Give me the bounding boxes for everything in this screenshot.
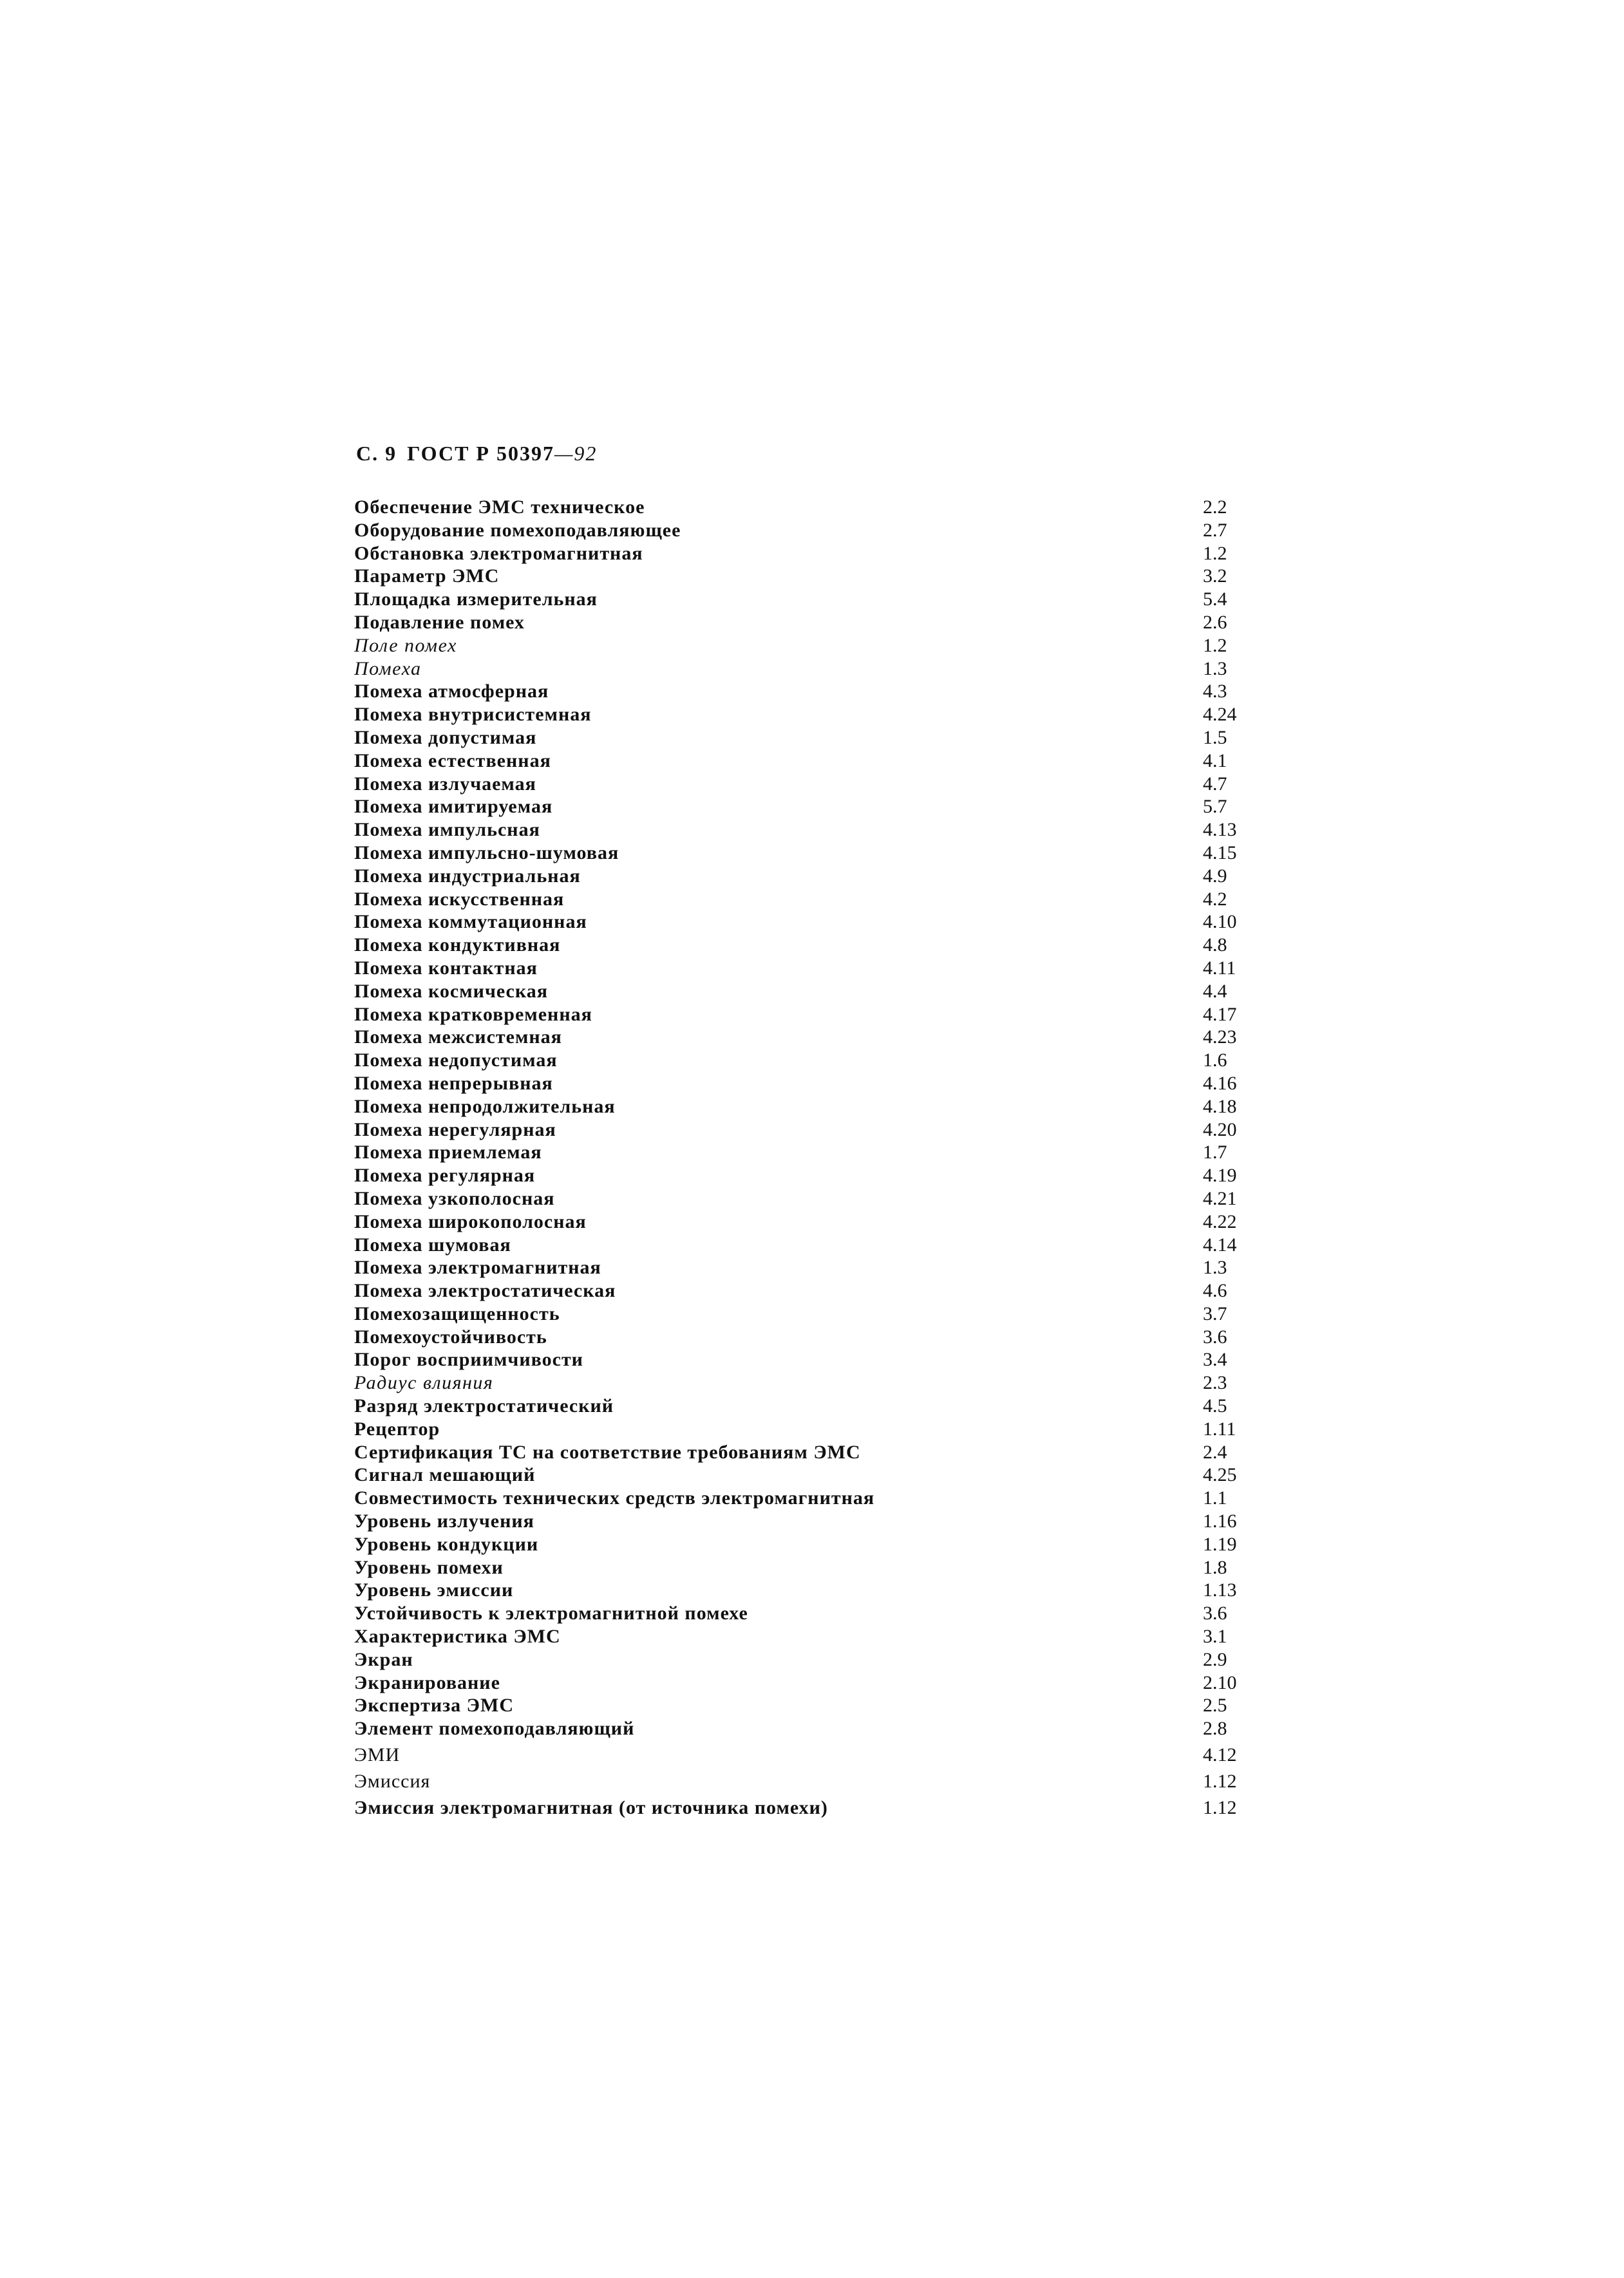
index-section-ref: 4.12: [1203, 1744, 1237, 1766]
index-term: Сертификация ТС на соответствие требованиям ЭМС: [354, 1441, 861, 1463]
index-section-ref: 3.6: [1203, 1603, 1227, 1624]
index-entry: [354, 1648, 1252, 1671]
index-term: Помехоустойчивость: [354, 1326, 547, 1348]
index-term: Поле помех: [354, 634, 457, 656]
index-term: Экспертиза ЭМС: [354, 1695, 514, 1717]
index-section-ref: 1.19: [1203, 1533, 1237, 1555]
index-entry: [354, 888, 1252, 911]
index-section-ref: 4.1: [1203, 749, 1227, 771]
index-entry: [354, 1256, 1252, 1279]
index-entry: [354, 818, 1252, 842]
index-term: Помеха коммутационная: [354, 911, 587, 933]
index-section-ref: 4.8: [1203, 934, 1227, 956]
standard-designation: ГОСТ Р 50397: [407, 442, 554, 465]
index-entry: [354, 1441, 1252, 1464]
index-term: ЭМИ: [354, 1744, 401, 1766]
index-entry: [354, 1303, 1252, 1326]
index-entry: [354, 565, 1252, 588]
alphabetical-term-index: [354, 496, 1252, 1819]
index-section-ref: 4.20: [1203, 1118, 1237, 1140]
index-section-ref: 2.3: [1203, 1372, 1227, 1394]
index-term: Рецептор: [354, 1418, 440, 1440]
index-term: Помеха шумовая: [354, 1234, 511, 1256]
index-entry: [354, 496, 1252, 519]
index-term: Разряд электростатический: [354, 1395, 614, 1417]
index-entry: [354, 910, 1252, 934]
index-section-ref: 1.6: [1203, 1050, 1227, 1071]
index-section-ref: 4.16: [1203, 1072, 1237, 1094]
index-section-ref: 2.5: [1203, 1695, 1227, 1717]
index-entry: [354, 934, 1252, 957]
index-entry: [354, 1095, 1252, 1118]
index-entry: [354, 1141, 1252, 1164]
index-term: Помеха космическая: [354, 980, 548, 1002]
index-term: Помехозащищенность: [354, 1303, 560, 1324]
index-term: Помеха имитируемая: [354, 796, 553, 818]
index-term: Сигнал мешающий: [354, 1464, 536, 1486]
index-section-ref: 4.14: [1203, 1234, 1237, 1256]
index-section-ref: 1.5: [1203, 726, 1227, 748]
index-entry: [354, 1418, 1252, 1441]
index-section-ref: 1.16: [1203, 1511, 1237, 1532]
index-term: Радиус влияния: [354, 1372, 494, 1394]
index-section-ref: 2.10: [1203, 1671, 1237, 1693]
index-entry: [354, 1348, 1252, 1371]
index-term: Экранирование: [354, 1671, 500, 1693]
index-section-ref: 4.4: [1203, 980, 1227, 1002]
index-term: Помеха нерегулярная: [354, 1118, 556, 1140]
index-term: Устойчивость к электромагнитной помехе: [354, 1603, 748, 1624]
index-term: Помеха: [354, 657, 422, 679]
index-section-ref: 4.17: [1203, 1003, 1237, 1025]
index-entry: [354, 1556, 1252, 1579]
index-section-ref: 4.23: [1203, 1026, 1237, 1048]
index-section-ref: 5.4: [1203, 588, 1227, 610]
index-term: Помеха индустриальная: [354, 865, 581, 887]
index-term: Помеха кратковременная: [354, 1003, 592, 1025]
index-term: Помеха широкополосная: [354, 1210, 587, 1232]
index-section-ref: 1.12: [1203, 1796, 1237, 1818]
index-entry: [354, 865, 1252, 888]
index-term: Помеха непродолжительная: [354, 1095, 616, 1117]
index-term: Параметр ЭМС: [354, 565, 500, 587]
index-term: Помеха узкополосная: [354, 1187, 555, 1209]
index-section-ref: 2.6: [1203, 611, 1227, 633]
index-section-ref: 3.1: [1203, 1626, 1227, 1648]
page-number: С. 9: [356, 442, 397, 465]
index-entry: [354, 1625, 1252, 1648]
index-entry: [354, 1395, 1252, 1418]
index-entry: [354, 1487, 1252, 1510]
index-section-ref: 1.3: [1203, 657, 1227, 679]
index-entry: [354, 1371, 1252, 1395]
index-term: Уровень эмиссии: [354, 1579, 514, 1601]
index-entry: [354, 749, 1252, 773]
index-term: Помеха внутрисистемная: [354, 704, 592, 726]
index-entry: [354, 1533, 1252, 1556]
index-section-ref: 1.7: [1203, 1142, 1227, 1163]
index-section-ref: 4.19: [1203, 1165, 1237, 1187]
index-section-ref: 2.2: [1203, 496, 1227, 518]
index-term: Помеха излучаемая: [354, 773, 536, 795]
index-term: Обстановка электромагнитная: [354, 542, 643, 564]
index-entry: [354, 1326, 1252, 1349]
index-entry: [354, 542, 1252, 565]
index-entry: [354, 680, 1252, 703]
index-section-ref: 4.21: [1203, 1187, 1237, 1209]
index-term: Помеха импульсно-шумовая: [354, 842, 619, 863]
index-entry: [354, 703, 1252, 726]
index-term: Помеха электростатическая: [354, 1280, 616, 1302]
index-term: Помеха кондуктивная: [354, 934, 561, 956]
index-term: Совместимость технических средств электромагнитная: [354, 1487, 875, 1509]
index-section-ref: 4.3: [1203, 681, 1227, 702]
index-entry: [354, 1671, 1252, 1695]
index-term: Помеха межсистемная: [354, 1026, 562, 1048]
index-entry: [354, 611, 1252, 634]
index-entry: [354, 1118, 1252, 1142]
index-term: Помеха регулярная: [354, 1165, 536, 1187]
index-entry: [354, 1770, 1252, 1793]
index-entry: [354, 1049, 1252, 1072]
index-entry: [354, 1279, 1252, 1303]
index-section-ref: 4.22: [1203, 1210, 1237, 1232]
index-section-ref: 1.8: [1203, 1556, 1227, 1578]
index-entry: [354, 657, 1252, 681]
index-entry: [354, 842, 1252, 865]
index-section-ref: 1.11: [1203, 1418, 1236, 1440]
index-term: Помеха искусственная: [354, 888, 565, 910]
index-term: Уровень излучения: [354, 1511, 534, 1532]
index-entry: [354, 773, 1252, 796]
page-header: [356, 442, 597, 466]
index-entry: [354, 1579, 1252, 1602]
index-section-ref: 4.13: [1203, 819, 1237, 841]
index-section-ref: 2.7: [1203, 519, 1227, 541]
index-section-ref: 3.4: [1203, 1349, 1227, 1371]
index-entry: [354, 1744, 1252, 1767]
index-section-ref: 3.7: [1203, 1303, 1227, 1324]
index-section-ref: 4.25: [1203, 1464, 1237, 1486]
index-term: Экран: [354, 1648, 413, 1670]
index-entry: [354, 1210, 1252, 1234]
index-term: Помеха непрерывная: [354, 1072, 553, 1094]
index-section-ref: 2.9: [1203, 1648, 1227, 1670]
index-section-ref: 3.2: [1203, 565, 1227, 587]
index-entry: [354, 1026, 1252, 1049]
index-section-ref: 1.2: [1203, 634, 1227, 656]
index-term: Подавление помех: [354, 611, 525, 633]
index-section-ref: 4.18: [1203, 1095, 1237, 1117]
index-term: Помеха естественная: [354, 749, 551, 771]
index-term: Обеспечение ЭМС техническое: [354, 496, 645, 518]
index-section-ref: 4.6: [1203, 1280, 1227, 1302]
index-entry: [354, 1717, 1252, 1740]
index-entry: [354, 1796, 1252, 1820]
index-entry: [354, 1602, 1252, 1625]
index-entry: [354, 1072, 1252, 1095]
index-entry: [354, 957, 1252, 980]
index-section-ref: 4.11: [1203, 957, 1236, 979]
index-entry: [354, 980, 1252, 1003]
index-term: Помеха приемлемая: [354, 1142, 542, 1163]
index-section-ref: 3.6: [1203, 1326, 1227, 1348]
index-entry: [354, 1164, 1252, 1187]
index-term: Характеристика ЭМС: [354, 1626, 561, 1648]
index-section-ref: 1.1: [1203, 1487, 1227, 1509]
index-entry: [354, 1003, 1252, 1026]
index-term: Помеха атмосферная: [354, 681, 549, 702]
index-entry: [354, 1187, 1252, 1210]
standard-year: —92: [554, 442, 598, 465]
index-term: Площадка измерительная: [354, 588, 598, 610]
index-entry: [354, 795, 1252, 818]
index-term: Помеха недопустимая: [354, 1050, 558, 1071]
index-section-ref: 4.7: [1203, 773, 1227, 795]
index-section-ref: 4.24: [1203, 704, 1237, 726]
index-section-ref: 1.3: [1203, 1257, 1227, 1279]
index-section-ref: 2.8: [1203, 1718, 1227, 1740]
index-term: Помеха электромагнитная: [354, 1257, 601, 1279]
index-section-ref: 1.2: [1203, 542, 1227, 564]
index-term: Порог восприимчивости: [354, 1349, 583, 1371]
index-section-ref: 1.13: [1203, 1579, 1237, 1601]
index-term: Оборудование помехоподавляющее: [354, 519, 681, 541]
index-term: Помеха импульсная: [354, 819, 540, 841]
index-term: Помеха допустимая: [354, 726, 537, 748]
index-section-ref: 4.2: [1203, 888, 1227, 910]
index-entry: [354, 1234, 1252, 1257]
index-entry: [354, 588, 1252, 611]
index-entry: [354, 726, 1252, 749]
index-term: Элемент помехоподавляющий: [354, 1718, 635, 1740]
index-section-ref: 4.15: [1203, 842, 1237, 863]
index-section-ref: 4.5: [1203, 1395, 1227, 1417]
index-entry: [354, 1694, 1252, 1717]
index-term: Уровень помехи: [354, 1556, 504, 1578]
index-section-ref: 2.4: [1203, 1441, 1227, 1463]
index-entry: [354, 1464, 1252, 1487]
index-entry: [354, 1510, 1252, 1533]
index-term: Помеха контактная: [354, 957, 538, 979]
index-section-ref: 4.9: [1203, 865, 1227, 887]
index-term: Эмиссия: [354, 1770, 431, 1792]
index-entry: [354, 519, 1252, 542]
index-term: Эмиссия электромагнитная (от источника помехи): [354, 1796, 828, 1818]
index-section-ref: 5.7: [1203, 796, 1227, 818]
index-section-ref: 1.12: [1203, 1770, 1237, 1792]
index-section-ref: 4.10: [1203, 911, 1237, 933]
index-entry: [354, 634, 1252, 657]
index-term: Уровень кондукции: [354, 1533, 539, 1555]
